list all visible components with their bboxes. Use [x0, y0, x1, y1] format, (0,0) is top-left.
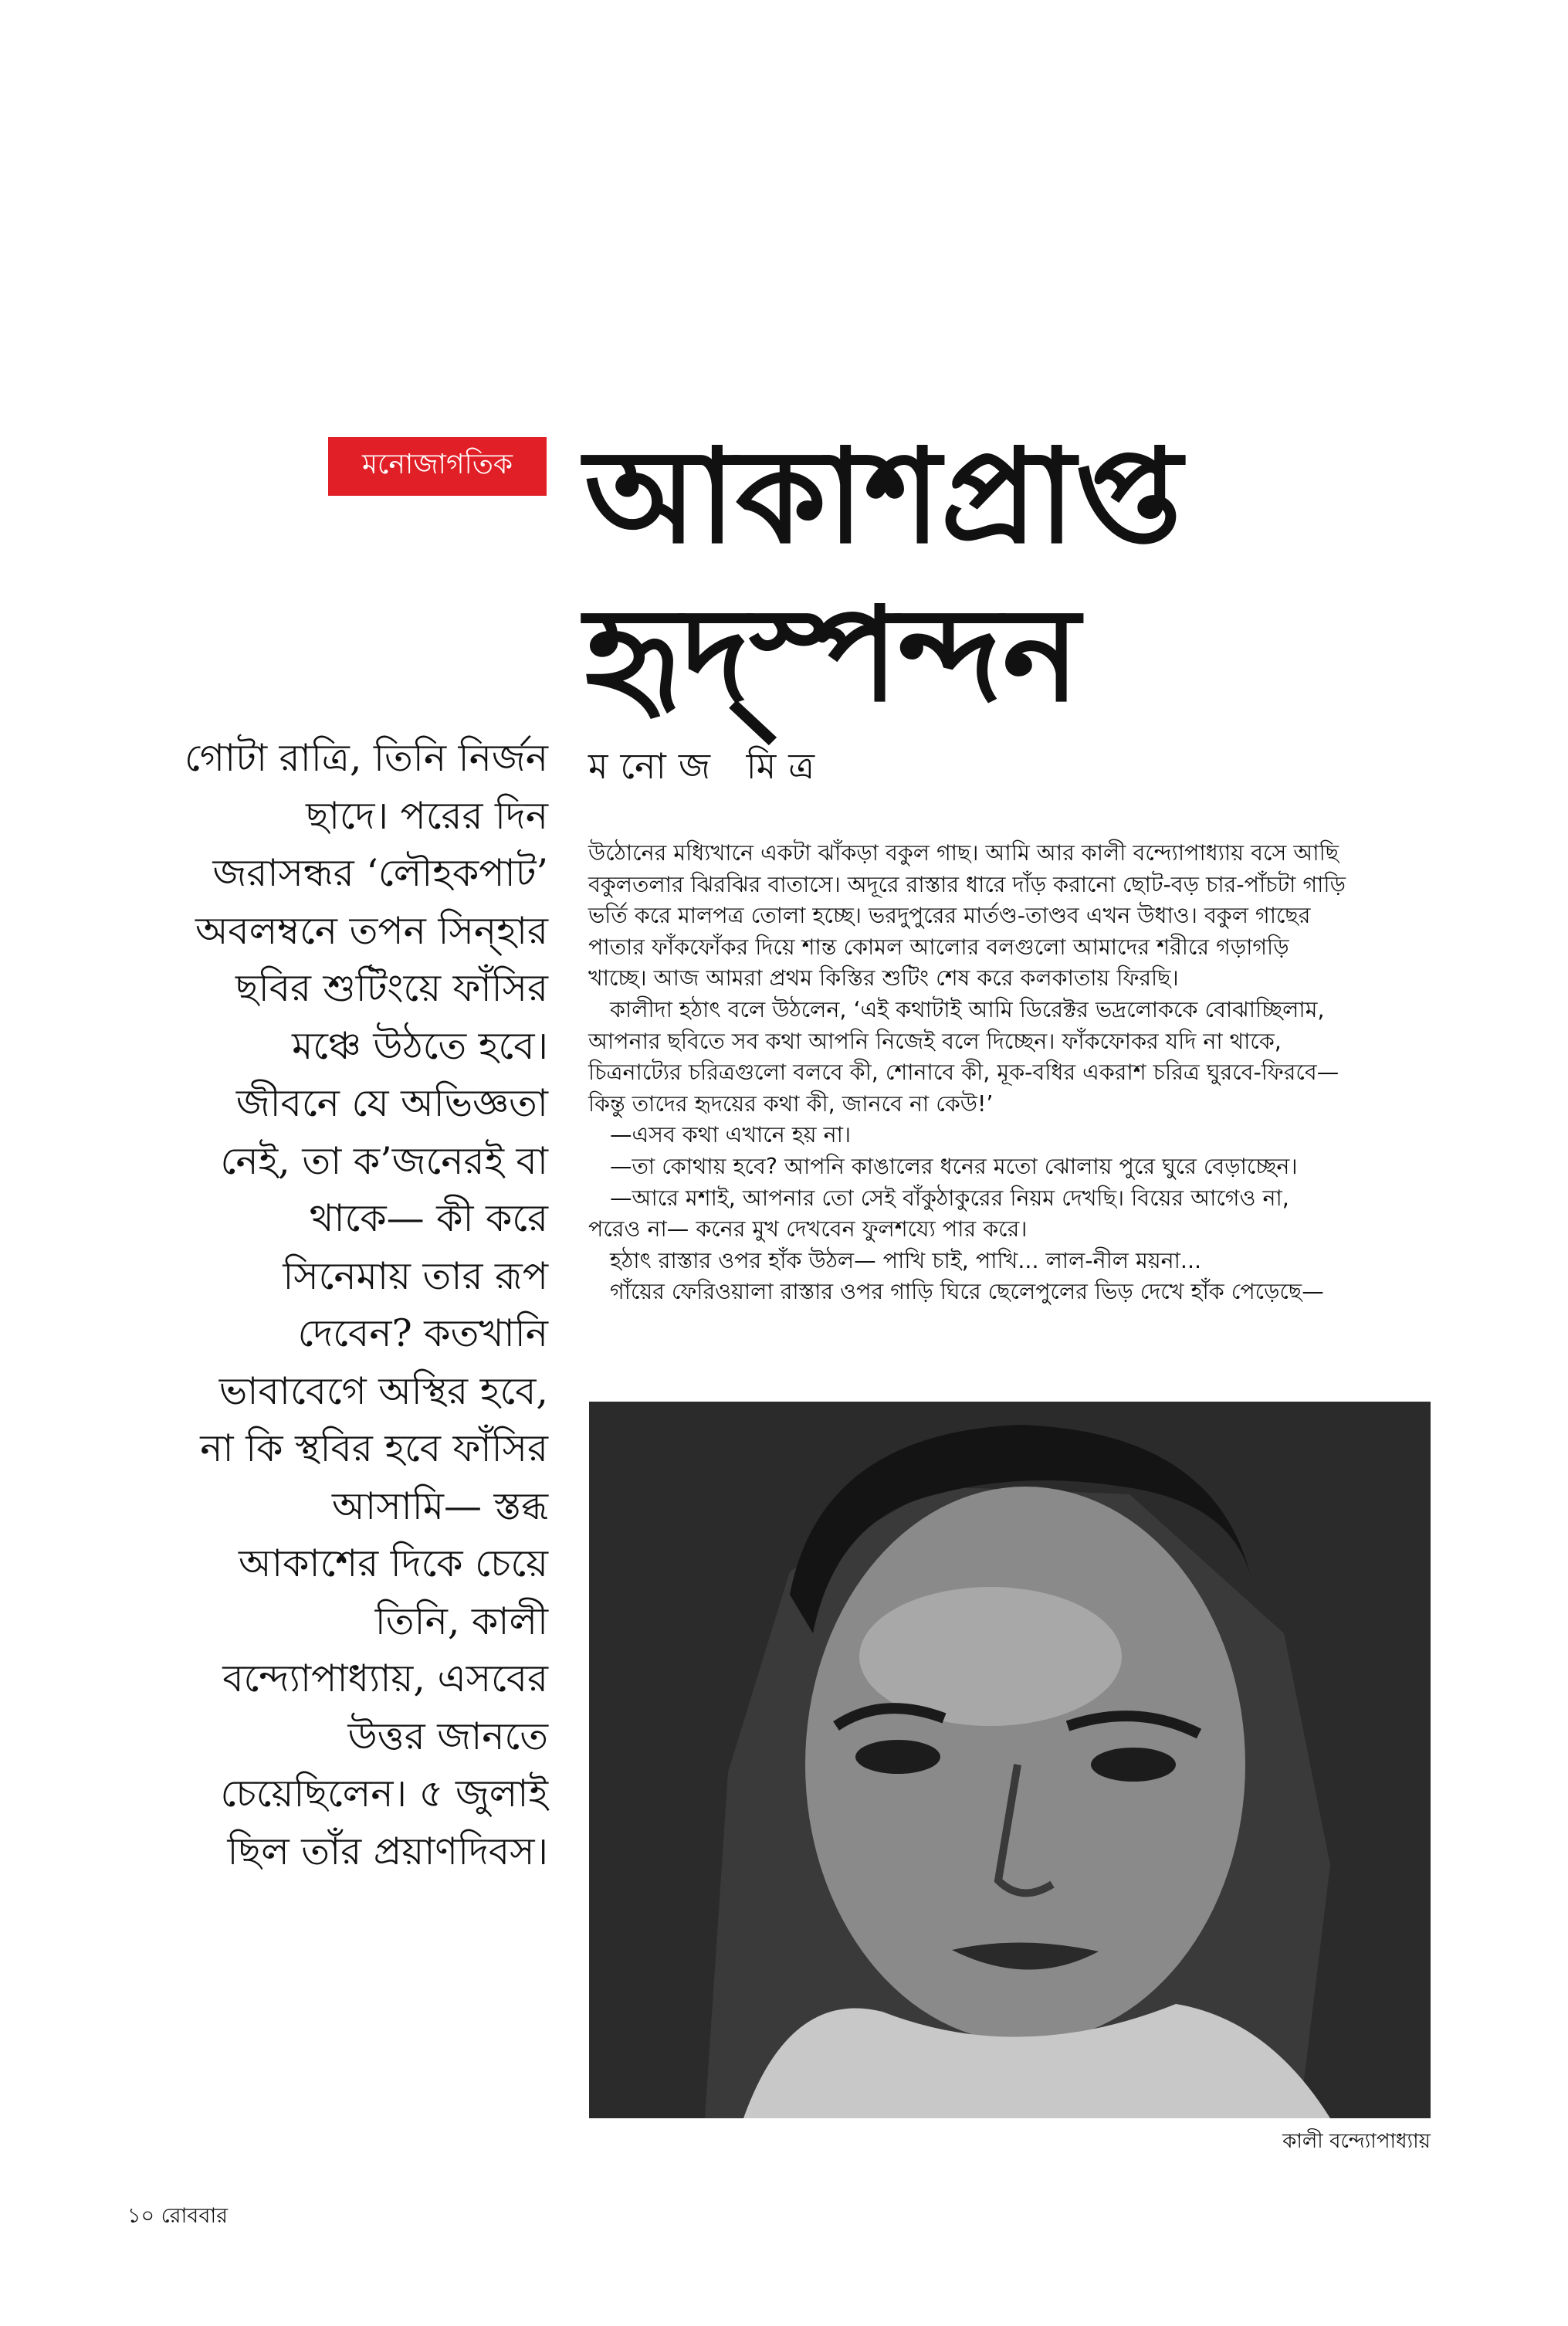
body-line: পরেও না— কনের মুখ দেখবেন ফুলশয্যে পার করে। — [588, 1216, 1028, 1243]
body-line: উঠোনের মধ্যিখানে একটা ঝাঁকড়া বকুল গাছ। আমি আর কালী বন্দ্যোপাধ্যায় বসে আছি — [588, 840, 1339, 866]
body-line: গাঁয়ের ফেরিওয়ালা রাস্তার ওপর গাড়ি ঘিরে ছেলেপুলের ভিড় দেখে হাঁক পেড়েছে— — [610, 1279, 1324, 1305]
standfirst-line: ছাদে। পরের দিন — [306, 793, 548, 838]
section-tag: মনোজাগতিক — [328, 437, 547, 496]
standfirst-line: তিনি, কালী — [374, 1599, 548, 1643]
page-folio: ১০ রোববার — [127, 2204, 229, 2228]
standfirst-line: ছবির শুটিংয়ে ফাঁসির — [235, 966, 548, 1010]
standfirst-line: গোটা রাত্রি, তিনি নির্জন — [185, 736, 548, 780]
standfirst-line: অবলম্বনে তপন সিন্‌হার — [195, 908, 548, 953]
standfirst-line: থাকে— কী করে — [309, 1196, 548, 1240]
body-line: বকুলতলার ঝিরঝির বাতাসে। অদূরে রাস্তার ধারে দাঁড় করানো ছোট-বড় চার-পাঁচটা গাড়ি — [588, 871, 1346, 897]
standfirst-line: নেই, তা ক’জনেরই বা — [220, 1138, 548, 1183]
byline: মনোজ মিত্র — [588, 745, 828, 787]
right-eye — [1091, 1748, 1176, 1782]
article-body — [588, 838, 1434, 1308]
standfirst-line: সিনেমায় তার রূপ — [283, 1253, 548, 1298]
portrait-illustration — [589, 1402, 1431, 2118]
body-line: আপনার ছবিতে সব কথা আপনি নিজেই বলে দিচ্ছেন। ফাঁকফোকর যদি না থাকে, — [588, 1028, 1282, 1054]
standfirst-line: জরাসন্ধর ‘লৌহকপাট’ — [212, 851, 548, 895]
portrait-photo — [589, 1402, 1431, 2118]
body-line: —আরে মশাই, আপনার তো সেই বাঁকুঠাকুরের নিয়ম দেখছি। বিয়ের আগেও না, — [610, 1185, 1289, 1211]
standfirst-line: চেয়েছিলেন। ৫ জুলাই — [220, 1772, 548, 1816]
standfirst-line: না কি স্থবির হবে ফাঁসির — [200, 1426, 548, 1470]
standfirst-line: দেবেন? কতখানি — [297, 1311, 548, 1355]
standfirst-line: জীবনে যে অভিজ্ঞতা — [235, 1081, 548, 1125]
body-line: খাচ্ছে। আজ আমরা প্রথম কিস্তির শুটিং শেষ করে কলকাতায় ফিরছি। — [588, 965, 1179, 992]
standfirst-line: উত্তর জানতে — [347, 1714, 548, 1758]
body-line: কালীদা হঠাৎ বলে উঠলেন, ‘এই কথাটাই আমি ডিরেক্টর ভদ্রলোককে বোঝাচ্ছিলাম, — [610, 996, 1325, 1022]
standfirst — [116, 730, 548, 1880]
left-eye — [855, 1740, 940, 1774]
body-line: —এসব কথা এখানে হয় না। — [610, 1122, 852, 1148]
headline-line-2: হৃদ্‌স্পন্দন — [584, 578, 1080, 731]
body-line: কিন্তু তাদের হৃদয়ের কথা কী, জানবে না কেউ!’ — [588, 1090, 994, 1117]
body-line: চিত্রনাট্যের চরিত্রগুলো বলবে কী, শোনাবে কী, মূক-বধির একরাশ চরিত্র ঘুরবে-ফিরবে— — [588, 1060, 1339, 1086]
standfirst-line: মঞ্চে উঠতে হবে। — [292, 1023, 548, 1068]
body-line: হঠাৎ রাস্তার ওপর হাঁক উঠল— পাখি চাই, পাখি... লাল-নীল ময়না... — [610, 1247, 1202, 1273]
standfirst-line: ছিল তাঁর প্রয়াণদিবস। — [227, 1829, 548, 1873]
headline-line-1: আকাশপ্রাপ্ত — [584, 419, 1182, 572]
photo-caption: কালী বন্দ্যোপাধ্যায় — [1282, 2130, 1431, 2153]
body-line: পাতার ফাঁকফোঁকর দিয়ে শান্ত কোমল আলোর বলগুলো আমাদের শরীরে গড়াগড়ি — [588, 934, 1289, 960]
headline — [584, 417, 1542, 734]
standfirst-line: বন্দ্যোপাধ্যায়, এসবের — [222, 1656, 548, 1700]
standfirst-line: ভাবাবেগে অস্থির হবে, — [218, 1368, 548, 1413]
standfirst-line: আসামি— স্তব্ধ — [332, 1483, 548, 1528]
body-line: —তা কোথায় হবে? আপনি কাঙালের ধনের মতো ঝোলায় পুরে ঘুরে বেড়াচ্ছেন। — [610, 1153, 1298, 1179]
standfirst-line: আকাশের দিকে চেয়ে — [238, 1541, 548, 1585]
body-line: ভর্তি করে মালপত্র তোলা হচ্ছে। ভরদুপুরের মার্তণ্ড-তাণ্ডব এখন উধাও। বকুল গাছের — [588, 903, 1311, 929]
